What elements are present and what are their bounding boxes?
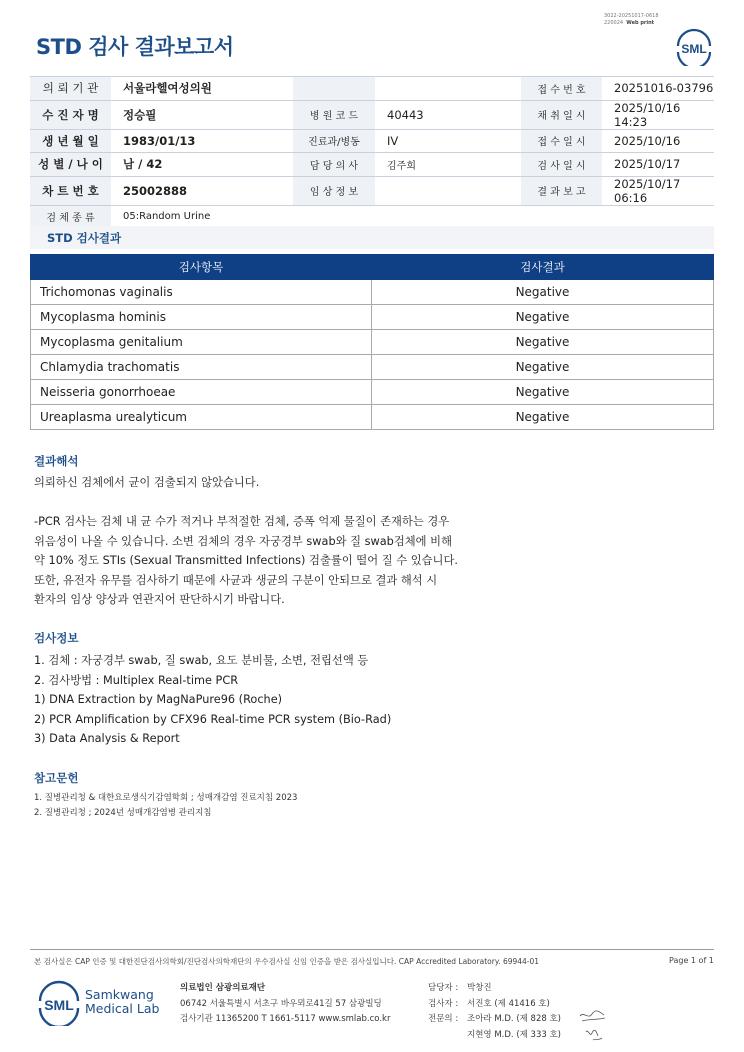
test-item: Mycoplasma hominis [31, 305, 372, 330]
footer-divider [30, 949, 714, 950]
footer-logo-text: SML [44, 997, 74, 1013]
reference-item: 1. 질병관리청 & 대한요로생식기감염학회 ; 성매개감염 진료지침 2023 [34, 793, 298, 803]
sml-footer-logo-icon [36, 980, 82, 1026]
org-address: 06742 서울특별시 서초구 바우뫼로41길 57 삼광빌딩 [180, 998, 382, 1009]
interpretation-line: 위음성이 나올 수 있습니다. 소변 검체의 경우 자궁경부 swab와 질 swab검체에 비해 [34, 534, 453, 548]
info-label: 생 년 월 일 [30, 129, 111, 153]
test-result: Negative [372, 280, 714, 305]
info-label: 성 별 / 나 이 [30, 153, 111, 177]
test-info-line: 1. 검체 : 자궁경부 swab, 질 swab, 요도 분비물, 소변, 전립선액 등 [34, 654, 369, 667]
info-value: 2025/10/16 [602, 129, 714, 153]
test-result: Negative [372, 305, 714, 330]
staff-row: 담당자 : 박창진 [428, 983, 492, 993]
patient-info-table [30, 76, 714, 229]
info-value: 1983/01/13 [111, 129, 293, 153]
test-item: Chlamydia trachomatis [31, 355, 372, 380]
document-id: 3022-20251017-0618 220024 Web print [604, 13, 659, 26]
company-name: Samkwang Medical Lab [85, 987, 160, 1016]
info-row-specimen [30, 205, 714, 229]
references-title: 참고문헌 [34, 771, 79, 785]
interpretation-title: 결과해석 [34, 454, 79, 468]
test-info-line: 2) PCR Amplification by CFX96 Real-time PCR system (Bio-Rad) [34, 712, 392, 726]
info-value: 정승필 [111, 100, 293, 129]
staff-list [428, 981, 561, 1043]
test-info-line: 1) DNA Extraction by MagNaPure96 (Roche) [34, 693, 283, 706]
table-row [31, 355, 714, 380]
info-row [30, 129, 714, 153]
info-label: 의 뢰 기 관 [30, 77, 111, 101]
reference-item: 2. 질병관리청 ; 2024년 성매개감염병 관리지침 [34, 808, 212, 818]
page-title: STD 검사 결과보고서 [36, 35, 234, 59]
info-value: 2025/10/17 [602, 153, 714, 177]
test-item: Ureaplasma urealyticum [31, 405, 372, 430]
info-label: 채 취 일 시 [521, 100, 602, 129]
info-value: 김주희 [375, 153, 521, 177]
info-value: 2025/10/17 06:16 [602, 176, 714, 205]
page-number: Page 1 of 1 [669, 956, 714, 965]
results-table [30, 254, 714, 430]
info-label: 병 원 코 드 [293, 100, 375, 129]
staff-row: 검사자 : 서진호 (제 41416 호) [428, 998, 550, 1009]
interpretation-line: 환자의 임상 양상과 연관지어 판단하시기 바랍니다. [34, 593, 285, 606]
info-label: 수 진 자 명 [30, 100, 111, 129]
table-row [31, 330, 714, 355]
info-value: 25002888 [111, 176, 293, 205]
test-result: Negative [372, 380, 714, 405]
test-item: Mycoplasma genitalium [31, 330, 372, 355]
table-row [31, 305, 714, 330]
info-label [293, 77, 375, 101]
results-section-header [30, 226, 714, 249]
test-info-line: 2. 검사방법 : Multiplex Real-time PCR [34, 673, 239, 687]
interpretation-line: 의뢰하신 검체에서 균이 검출되지 않았습니다. [34, 476, 260, 489]
sml-logo-icon [674, 26, 714, 66]
info-label: 검 사 일 시 [521, 153, 602, 177]
certification-note: 본 검사실은 CAP 인증 및 대한진단검사의학회/진단검사의학재단의 우수검사실 신임 인증을 받은 검사실입니다. CAP Accredited Laboratory. 69944-01 [34, 957, 540, 966]
info-value: 40443 [375, 100, 521, 129]
info-value: IV [375, 129, 521, 153]
interpretation-line: 또한, 유전자 유무를 검사하기 때문에 사균과 생균의 구분이 안되므로 결과 해석 시 [34, 573, 438, 587]
interpretation-line [34, 493, 458, 513]
info-value [375, 176, 521, 205]
info-value [375, 77, 521, 101]
references-list [34, 791, 297, 821]
results-section-title: STD 검사결과 [47, 231, 122, 245]
org-contact: 검사기관 11365200 T 1661-5117 www.smlab.co.kr [180, 1014, 391, 1024]
staff-row: 지현영 M.D. (제 333 호) [467, 1029, 562, 1040]
info-value: 남 / 42 [111, 153, 293, 177]
interpretation-line: 약 10% 정도 STIs (Sexual Transmitted Infections) 검출률이 떨어 질 수 있습니다. [34, 554, 458, 567]
staff-row: 전문의 : 조아라 M.D. (제 828 호) [428, 1014, 562, 1024]
test-result: Negative [372, 355, 714, 380]
info-value: 서울라헬여성의원 [111, 77, 293, 101]
table-row [31, 280, 714, 305]
info-row [30, 100, 714, 129]
info-row [30, 153, 714, 177]
info-label: 차 트 번 호 [30, 176, 111, 205]
org-name: 의료법인 삼광의료재단 [180, 983, 266, 993]
table-row [31, 405, 714, 430]
organization-info [180, 981, 390, 1028]
info-label: 담 당 의 사 [293, 153, 375, 177]
info-value: 20251016-03796 [602, 77, 714, 101]
specimen-value: 05:Random Urine [111, 205, 714, 229]
info-label: 접 수 일 시 [521, 129, 602, 153]
info-label: 결 과 보 고 [521, 176, 602, 205]
info-label: 접 수 번 호 [521, 77, 602, 101]
info-label: 진료과/병동 [293, 129, 375, 153]
info-value: 2025/10/16 14:23 [602, 100, 714, 129]
test-item: Neisseria gonorrhoeae [31, 380, 372, 405]
table-row [31, 380, 714, 405]
col-item-header: 검사항목 [31, 255, 372, 280]
test-result: Negative [372, 330, 714, 355]
test-info-text [34, 651, 391, 749]
signature-icon [578, 1008, 608, 1044]
info-label: 임 상 정 보 [293, 176, 375, 205]
test-info-title: 검사정보 [34, 631, 79, 645]
col-result-header: 검사결과 [372, 255, 714, 280]
info-row [30, 77, 714, 101]
results-header-row [31, 255, 714, 280]
test-item: Trichomonas vaginalis [31, 280, 372, 305]
logo-text: SML [681, 42, 707, 56]
interpretation-text [34, 473, 458, 610]
info-row [30, 176, 714, 205]
test-info-line: 3) Data Analysis & Report [34, 732, 180, 745]
specimen-label: 검 체 종 류 [30, 205, 111, 229]
interpretation-line: -PCR 검사는 검체 내 균 수가 적거나 부적절한 검체, 증폭 억제 물질이 존재하는 경우 [34, 515, 450, 528]
test-result: Negative [372, 405, 714, 430]
